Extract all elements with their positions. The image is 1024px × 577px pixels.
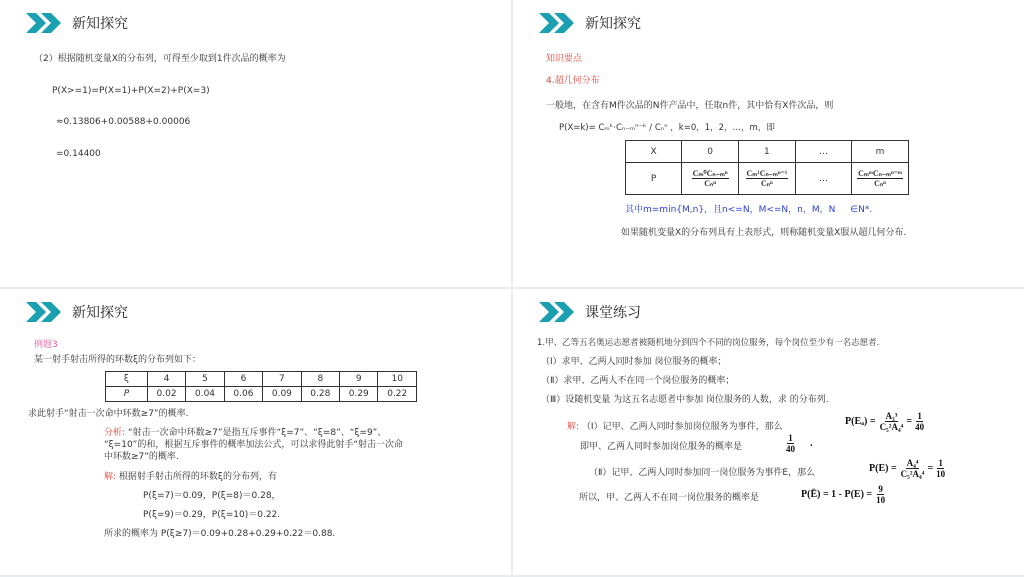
question-text: 求此射手“射击一次命中环数≥7”的概率. xyxy=(28,409,189,419)
fraction-denominator: 10 xyxy=(876,495,886,505)
table-cell xyxy=(739,163,796,195)
fraction-numerator: CₘᵐCₙ₋ₘⁿ⁻ᵐ xyxy=(858,169,902,178)
fraction xyxy=(935,458,946,479)
table-cell xyxy=(682,163,739,195)
knowledge-label: 知识要点 xyxy=(546,54,583,64)
formula-line: P(X=k)= Cₘᵏ·Cₙ₋ₘⁿ⁻ᵏ / Cₙⁿ ，k=0，1，2，…，m，即 xyxy=(559,123,775,133)
table-cell: 0.29 xyxy=(340,387,378,402)
text-line: 如果随机变量X的分布列具有上表形式，则称随机变量X服从超几何分布. xyxy=(621,228,907,238)
table-cell: ξ xyxy=(106,372,148,387)
table-cell: 0 xyxy=(682,141,739,163)
analysis-label: 分析: xyxy=(104,428,126,438)
text-line: （2）根据随机变量X的分布列，可得至少取到1件次品的概率为 xyxy=(34,54,286,64)
fraction-numerator: Cₘ¹Cₙ₋ₘⁿ⁻¹ xyxy=(746,169,788,178)
slide-header xyxy=(26,301,128,323)
probability-formula xyxy=(785,433,813,454)
formula-period: . xyxy=(810,438,813,449)
solution-label: 解: xyxy=(567,422,580,432)
fraction-denominator: C₅²A₄⁴ xyxy=(879,422,904,432)
solution-label: 解: xyxy=(104,472,117,482)
fraction-denominator: 40 xyxy=(915,422,925,432)
distribution-table xyxy=(105,371,417,402)
fraction-numerator: 1 xyxy=(917,411,922,421)
solution-text: 根据射手射击所得的环数ξ的分布列，有 xyxy=(118,472,277,482)
question-line: （Ⅰ）求甲、乙两人同时参加 岗位服务的概率； xyxy=(541,357,727,367)
table-cell: 10 xyxy=(378,372,417,387)
fraction-numerator: A₃³ xyxy=(885,411,898,421)
double-chevron-icon xyxy=(26,302,64,322)
question-line: 1.甲、乙等五名奥运志愿者被随机地分到四个不同的岗位服务，每个岗位至少有一名志愿者. xyxy=(537,338,880,348)
fraction-numerator: Cₘ⁰Cₙ₋ₘⁿ xyxy=(692,169,728,178)
condition-line xyxy=(625,204,872,216)
table-cell: P xyxy=(106,387,148,402)
table-cell: 0.06 xyxy=(224,387,262,402)
analysis-text: “射击一次命中环数≥7”是指互斥事件“ξ=7”、“ξ=8”、“ξ=9”、 xyxy=(127,428,387,438)
fraction-numerator: A₄⁴ xyxy=(906,458,919,468)
formula-lhs: P(Ē) = 1 - P(E) = xyxy=(801,489,873,500)
fraction-numerator: 1 xyxy=(788,433,793,443)
solution-line: 即甲、乙两人同时参加岗位服务的概率是 xyxy=(580,442,743,452)
slide-3[interactable] xyxy=(0,289,511,575)
table-cell: m xyxy=(852,141,909,163)
double-chevron-icon xyxy=(539,13,577,33)
fraction-denominator: Cₙⁿ xyxy=(874,179,886,188)
table-cell: 0.09 xyxy=(263,387,301,402)
probability-formula xyxy=(869,458,946,479)
equals-sign: = xyxy=(906,416,913,427)
slide-4[interactable] xyxy=(513,289,1024,575)
fraction xyxy=(692,169,729,188)
slide-header xyxy=(26,12,128,34)
probability-formula xyxy=(801,484,886,505)
fraction xyxy=(785,433,796,454)
fraction xyxy=(746,169,789,188)
slide-header xyxy=(539,12,641,34)
table-cell: 8 xyxy=(301,372,339,387)
table-cell: 5 xyxy=(186,372,224,387)
analysis-line: “ξ=10”的和，根据互斥事件的概率加法公式，可以求得此射手“射击一次命 xyxy=(104,440,404,450)
solution-line xyxy=(567,421,783,433)
solution-line: P(ξ=9)＝0.29，P(ξ=10)＝0.22. xyxy=(143,510,281,520)
fraction xyxy=(879,411,905,432)
double-chevron-icon xyxy=(539,302,577,322)
solution-line: P(ξ=7)＝0.09，P(ξ=8)＝0.28， xyxy=(143,491,281,501)
formula-line: P(X>=1)=P(X=1)+P(X=2)+P(X=3) xyxy=(52,86,210,96)
slide-title: 新知探究 xyxy=(72,16,128,32)
fraction-denominator: C₅²A₄⁴ xyxy=(900,469,925,479)
table-cell: 7 xyxy=(263,372,301,387)
slide-title: 课堂练习 xyxy=(585,305,641,321)
analysis-line: 中环数≥7”的概率. xyxy=(104,452,179,462)
fraction xyxy=(875,484,886,505)
fraction-denominator: 40 xyxy=(786,444,795,454)
formula-line: =0.14400 xyxy=(56,149,101,159)
condition-text: 其中m=min{M,n}，且n<=N，M<=N，n，M，N xyxy=(625,205,836,215)
table-cell: 0.04 xyxy=(186,387,224,402)
slide-title: 新知探究 xyxy=(585,16,641,32)
table-cell: X xyxy=(626,141,682,163)
fraction-denominator: Cₙⁿ xyxy=(704,179,716,188)
fraction-numerator: 9 xyxy=(878,484,883,494)
slide-header xyxy=(539,301,641,323)
question-line: （Ⅲ）设随机变量 为这五名志愿者中参加 岗位服务的人数，求 的分布列. xyxy=(541,395,829,405)
slide-1[interactable] xyxy=(0,0,511,287)
fraction-denominator: 10 xyxy=(936,469,946,479)
question-line: （Ⅱ）求甲、乙两人不在同一个岗位服务的概率； xyxy=(541,376,735,386)
analysis-line xyxy=(104,427,386,439)
solution-line: 所求的概率为 P(ξ≥7)＝0.09+0.28+0.29+0.22＝0.88. xyxy=(104,529,336,539)
table-cell: 0.28 xyxy=(301,387,339,402)
table-cell: … xyxy=(795,141,851,163)
table-cell: P xyxy=(626,163,682,195)
solution-line: 所以，甲、乙两人不在同一岗位服务的概率是 xyxy=(579,493,760,503)
equals-sign: = xyxy=(927,463,934,474)
fraction xyxy=(900,458,926,479)
formula-line: ≈0.13806+0.00588+0.00006 xyxy=(56,117,191,127)
solution-text: （Ⅰ）记甲、乙两人同时参加岗位服务为事件，那么 xyxy=(581,422,783,432)
text-line: 某一射手射击所得的环数ξ的分布列如下： xyxy=(34,355,202,365)
condition-set: ∈N*. xyxy=(850,205,873,215)
text-line: 一般地，在含有M件次品的N件产品中，任取n件，其中恰有X件次品，则 xyxy=(546,101,834,111)
double-chevron-icon xyxy=(26,13,64,33)
table-cell: … xyxy=(795,163,851,195)
example-label: 例题3 xyxy=(34,340,58,350)
solution-line xyxy=(104,471,277,483)
table-cell: 4 xyxy=(147,372,185,387)
fraction xyxy=(914,411,925,432)
table-cell: 1 xyxy=(739,141,796,163)
slide-2[interactable] xyxy=(513,0,1024,287)
fraction-numerator: 1 xyxy=(938,458,943,468)
formula-lhs: P(Eₐ) = xyxy=(845,416,876,427)
table-cell: 6 xyxy=(224,372,262,387)
solution-line: （Ⅱ）记甲、乙两人同时参加同一岗位服务为事件E，那么 xyxy=(589,468,816,478)
distribution-table xyxy=(625,140,909,195)
table-cell xyxy=(852,163,909,195)
table-cell: 0.22 xyxy=(378,387,417,402)
table-cell: 0.02 xyxy=(147,387,185,402)
section-heading: 4.超几何分布 xyxy=(546,76,600,86)
table-cell: 9 xyxy=(340,372,378,387)
formula-lhs: P(E) = xyxy=(869,463,897,474)
fraction xyxy=(857,169,903,188)
slide-title: 新知探究 xyxy=(72,305,128,321)
fraction-denominator: Cₙⁿ xyxy=(761,179,773,188)
probability-formula xyxy=(845,411,925,432)
